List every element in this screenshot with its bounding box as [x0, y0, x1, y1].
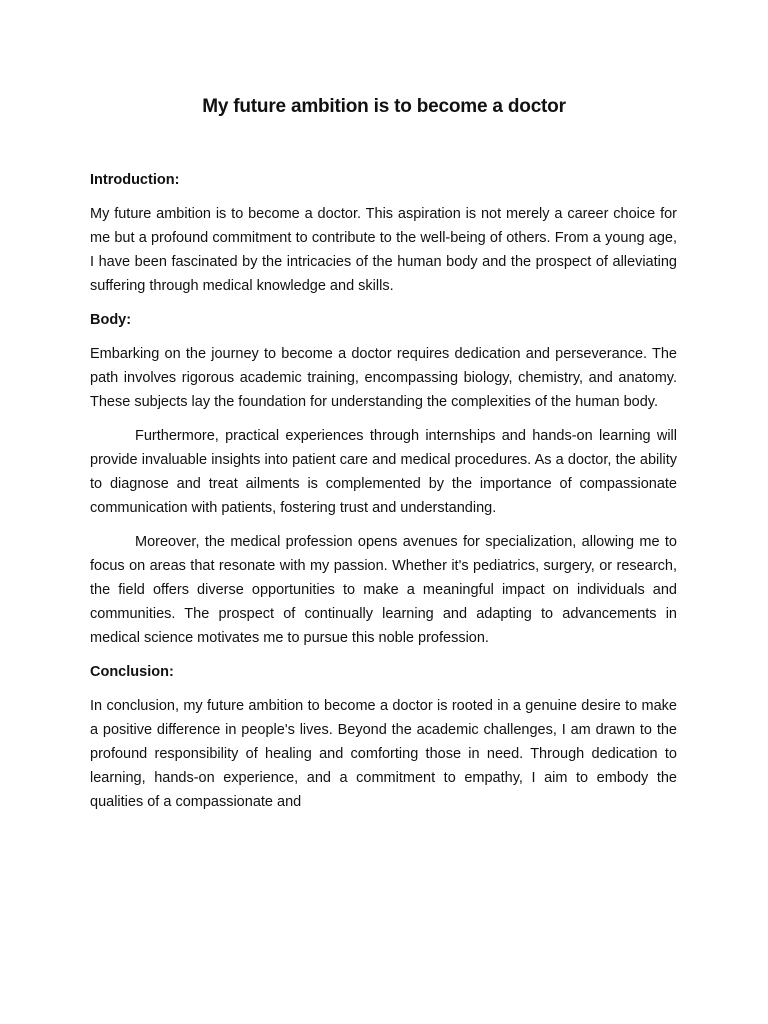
body-paragraph-3: Moreover, the medical profession opens avenues for specialization, allowing me to focus on areas that resonate with my passion. Whether it's pediatrics, surgery, or research, the field offers diverse opportunities to make a meaningful impact on individuals and communities. The prospect of continually learning and adapting to advancements in medical science motivates me to pursue this noble profession. — [90, 534, 677, 646]
conclusion-paragraph: In conclusion, my future ambition to become a doctor is rooted in a genuine desire to make a positive difference in people's lives. Beyond the academic challenges, I am drawn to the profound responsibility of healing and comforting those in need. Through dedication to learning, hands-on experience, and a commitment to empathy, I aim to embody the qualities of a compassionate and — [90, 698, 677, 810]
body-paragraph-1: Embarking on the journey to become a doctor requires dedication and perseverance. The path involves rigorous academic training, encompassing biology, chemistry, and anatomy. These subjects lay the foundation for understanding the complexities of the human body. — [90, 346, 677, 410]
introduction-heading: Introduction: — [90, 172, 180, 188]
document-content — [90, 168, 677, 824]
introduction-paragraph: My future ambition is to become a doctor. This aspiration is not merely a career choice for me but a profound commitment to contribute to the well-being of others. From a young age, I have been fascinated by the intricacies of the human body and the prospect of alleviating suffering through medical knowledge and skills. — [90, 206, 677, 294]
body-heading: Body: — [90, 312, 132, 328]
document-title: My future ambition is to become a doctor — [202, 96, 566, 117]
body-paragraph-2: Furthermore, practical experiences through internships and hands-on learning will provide invaluable insights into patient care and medical procedures. As a doctor, the ability to diagnose and treat ailments is complemented by the importance of compassionate communication with patients, fostering trust and understanding. — [90, 428, 677, 516]
conclusion-heading: Conclusion: — [90, 664, 174, 680]
